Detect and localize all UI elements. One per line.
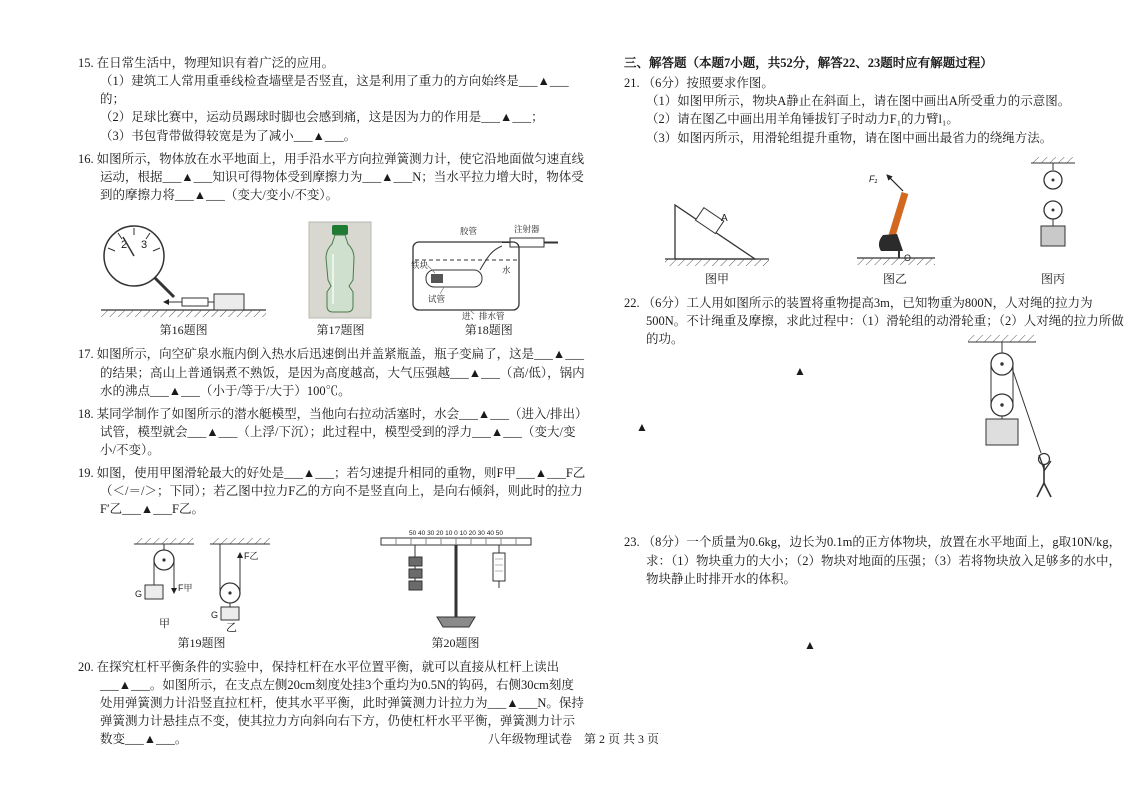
question-16-line xyxy=(78,150,586,204)
question-21-line xyxy=(624,74,1126,92)
right-column xyxy=(624,54,1126,683)
question-18 xyxy=(78,405,586,459)
question-19-number: 19. xyxy=(78,466,94,481)
question-22-workspace xyxy=(624,353,1126,533)
pipe-label: 进、排水管 xyxy=(461,311,505,320)
syringe-label: 注射器 xyxy=(513,224,540,234)
incline-illustration xyxy=(661,181,773,269)
question-19-text: 如图，使用甲图滑轮最大的好处是___▲___；若匀速提升相同的重物，则F甲___▲___F乙（＜/＝/＞；下同）；若乙图中拉力F乙的方向不是竖直向上，是向右倾斜，则此时的拉力F′乙___▲___F乙。 xyxy=(96,466,586,517)
left-column xyxy=(78,54,586,754)
question-20-number: 20. xyxy=(78,659,94,674)
pulley-group-illustration xyxy=(1017,153,1089,269)
question-21-sub3: （3）如图丙所示，用滑轮组提升重物，请在图中画出最省力的绕绳方法。 xyxy=(646,130,1053,145)
figure-21-jia-caption: 图甲 xyxy=(704,271,729,286)
figure-20-caption: 第20题图 xyxy=(431,635,480,650)
figure-17 xyxy=(307,220,373,339)
figure-21-bing xyxy=(1017,153,1089,288)
question-18-line xyxy=(78,405,586,459)
dial-number-3: 3 xyxy=(141,239,148,251)
question-23-workspace xyxy=(624,593,1126,683)
force-F-yi-label: F乙 xyxy=(243,550,258,561)
figure-18-illustration xyxy=(410,210,568,320)
question-17-line xyxy=(78,345,586,399)
figure-21-jia xyxy=(661,181,773,288)
force-F1-label: F₁ xyxy=(869,173,878,184)
page-footer: 八年级物理试卷 第 2 页 共 3 页 xyxy=(487,732,659,746)
weight-G-yi-label: G xyxy=(210,609,218,620)
question-15-number: 15. xyxy=(78,56,94,70)
figure-21-bing-caption: 图丙 xyxy=(1040,271,1065,286)
question-17 xyxy=(78,345,586,399)
question-17-text: 如图所示，向空矿泉水瓶内倒入热水后迅速倒出并盖紧瓶盖，瓶子变扁了，这是___▲___的结果；高山上普通锅煮不熟饭，是因为高度越高，大气压强越___▲___（高/低），锅内水的沸点___▲___（小于/等于/大于）100℃。 xyxy=(96,347,585,398)
question-22-text: （6分）工人用如图所示的装置将重物提高3m，已知物重为800N，人对绳的拉力为500N。不计绳重及摩擦，求此过程中：（1）滑轮组的动滑轮重；（2）人对绳的拉力所做的功。 xyxy=(642,296,1124,347)
figure-17-illustration xyxy=(307,220,373,320)
water-label: 水 xyxy=(501,265,511,275)
question-23-number: 23. xyxy=(624,535,640,550)
tube-label: 试管 xyxy=(427,294,445,304)
question-23-text: （8分）一个质量为0.6kg，边长为0.1m的正方体物块，放置在水平地面上，g取10N/kg，求：（1）物块重力的大小；（2）物块对地面的压强；（3）若将物块放入足够多的水中，物块静止时排开水的体积。 xyxy=(642,535,1122,586)
figure-21-yi xyxy=(847,165,943,288)
question-15-sub3: （3）书包背带做得较宽是为了减小___▲___。 xyxy=(100,128,357,143)
question-16-number: 16. xyxy=(78,151,94,166)
figure-19-illustration xyxy=(128,535,276,633)
figure-19 xyxy=(128,535,276,652)
figure-17-caption: 第17题图 xyxy=(316,323,365,337)
question-21-intro: （6分）按照要求作图。 xyxy=(642,76,774,91)
question-15 xyxy=(78,54,586,145)
question-23-line xyxy=(624,533,1126,587)
figure-row-16-18 xyxy=(78,210,586,339)
question-22-number: 22. xyxy=(624,296,640,311)
answer-mark-22-1: ▲ xyxy=(794,364,806,379)
question-18-text: 某同学制作了如图所示的潜水艇模型，当他向右拉动活塞时，水会___▲___（进入/排出）试管，模型就会___▲___（上浮/下沉）；此过程中，模型受到的浮力___▲___（变大/变小/不变）。 xyxy=(96,406,582,458)
question-21-sub2: （2）请在图乙中画出用羊角锤拔钉子时动力F₁的力臂l₁。 xyxy=(646,112,959,127)
question-15-sub1: （1）建筑工人常用重垂线检查墙壁是否竖直，这是利用了重力的方向始终是___▲___的； xyxy=(100,74,569,107)
figure-19-caption: 第19题图 xyxy=(177,635,226,650)
figure-16 xyxy=(96,220,271,339)
question-16 xyxy=(78,150,586,204)
question-15-sub2: （2）足球比赛中，运动员踢球时脚也会感到痛，这是因为力的作用是___▲___； xyxy=(100,110,544,125)
question-19-line xyxy=(78,464,586,518)
figure-row-19-20 xyxy=(78,525,586,652)
question-17-number: 17. xyxy=(78,347,94,362)
answer-mark-22-2: ▲ xyxy=(636,420,648,435)
pulley-yi-label: 乙 xyxy=(225,621,237,633)
question-21-sub1: （1）如图甲所示，物块A静止在斜面上，请在图中画出A所受重力的示意图。 xyxy=(646,94,1071,109)
question-23 xyxy=(624,533,1126,587)
question-20-text: 在探究杠杆平衡条件的实验中，保持杠杆在水平位置平衡，就可以直接从杠杆上读出___▲___。如图所示，在支点左侧20cm刻度处挂3个重均为0.5N的钩码，右侧30cm刻度处用弹簧测力计沿竖直拉杠杆，使其水平平衡，此时弹簧测力计拉力为___▲___N。保持弹簧测力计悬挂点不变，使其拉力方向斜向右下方，仍使杠杆水平平衡，弹簧测力计示数变___▲___。 xyxy=(96,659,584,747)
figure-16-caption: 第16题图 xyxy=(159,323,208,337)
hose-label: 胶管 xyxy=(459,226,477,236)
hammer-illustration xyxy=(847,165,943,269)
force-F-jia-label: F甲 xyxy=(177,582,192,593)
figure-22-illustration xyxy=(944,331,1062,503)
question-15-line xyxy=(78,54,586,72)
figure-20-illustration xyxy=(375,525,537,633)
question-15-intro: 在日常生活中，物理知识有着广泛的应用。 xyxy=(96,56,335,70)
answer-mark-23: ▲ xyxy=(804,637,816,652)
section-three-title: 三、解答题（本题7小题，共52分，解答22、23题时应有解题过程） xyxy=(624,56,993,70)
figure-18 xyxy=(410,210,568,339)
question-21-number: 21. xyxy=(624,76,640,91)
weight-G-jia-label: G xyxy=(134,588,142,599)
question-16-text: 如图所示，物体放在水平地面上，用手沿水平方向拉弹簧测力计，使它沿地面做匀速直线运动，根据___▲___知识可得物体受到摩擦力为___▲___N；当水平拉力增大时，物体受到的摩擦力将___▲___（变大/变小/不变）。 xyxy=(96,151,585,202)
dial-number-2: 2 xyxy=(121,239,128,251)
pulley-jia-label: 甲 xyxy=(158,617,170,630)
lever-scale-numbers: 50 40 30 20 10 0 10 20 30 40 50 xyxy=(408,529,503,537)
figure-20 xyxy=(375,525,537,652)
figure-21-yi-caption: 图乙 xyxy=(882,271,907,286)
iron-label: 铁块 xyxy=(410,260,428,270)
question-18-number: 18. xyxy=(78,406,94,421)
question-21 xyxy=(624,74,1126,147)
block-A-label: A xyxy=(721,212,728,224)
figure-16-illustration xyxy=(96,220,271,320)
figure-18-caption: 第18题图 xyxy=(464,323,513,337)
figure-row-21 xyxy=(624,153,1126,288)
question-19 xyxy=(78,464,586,518)
